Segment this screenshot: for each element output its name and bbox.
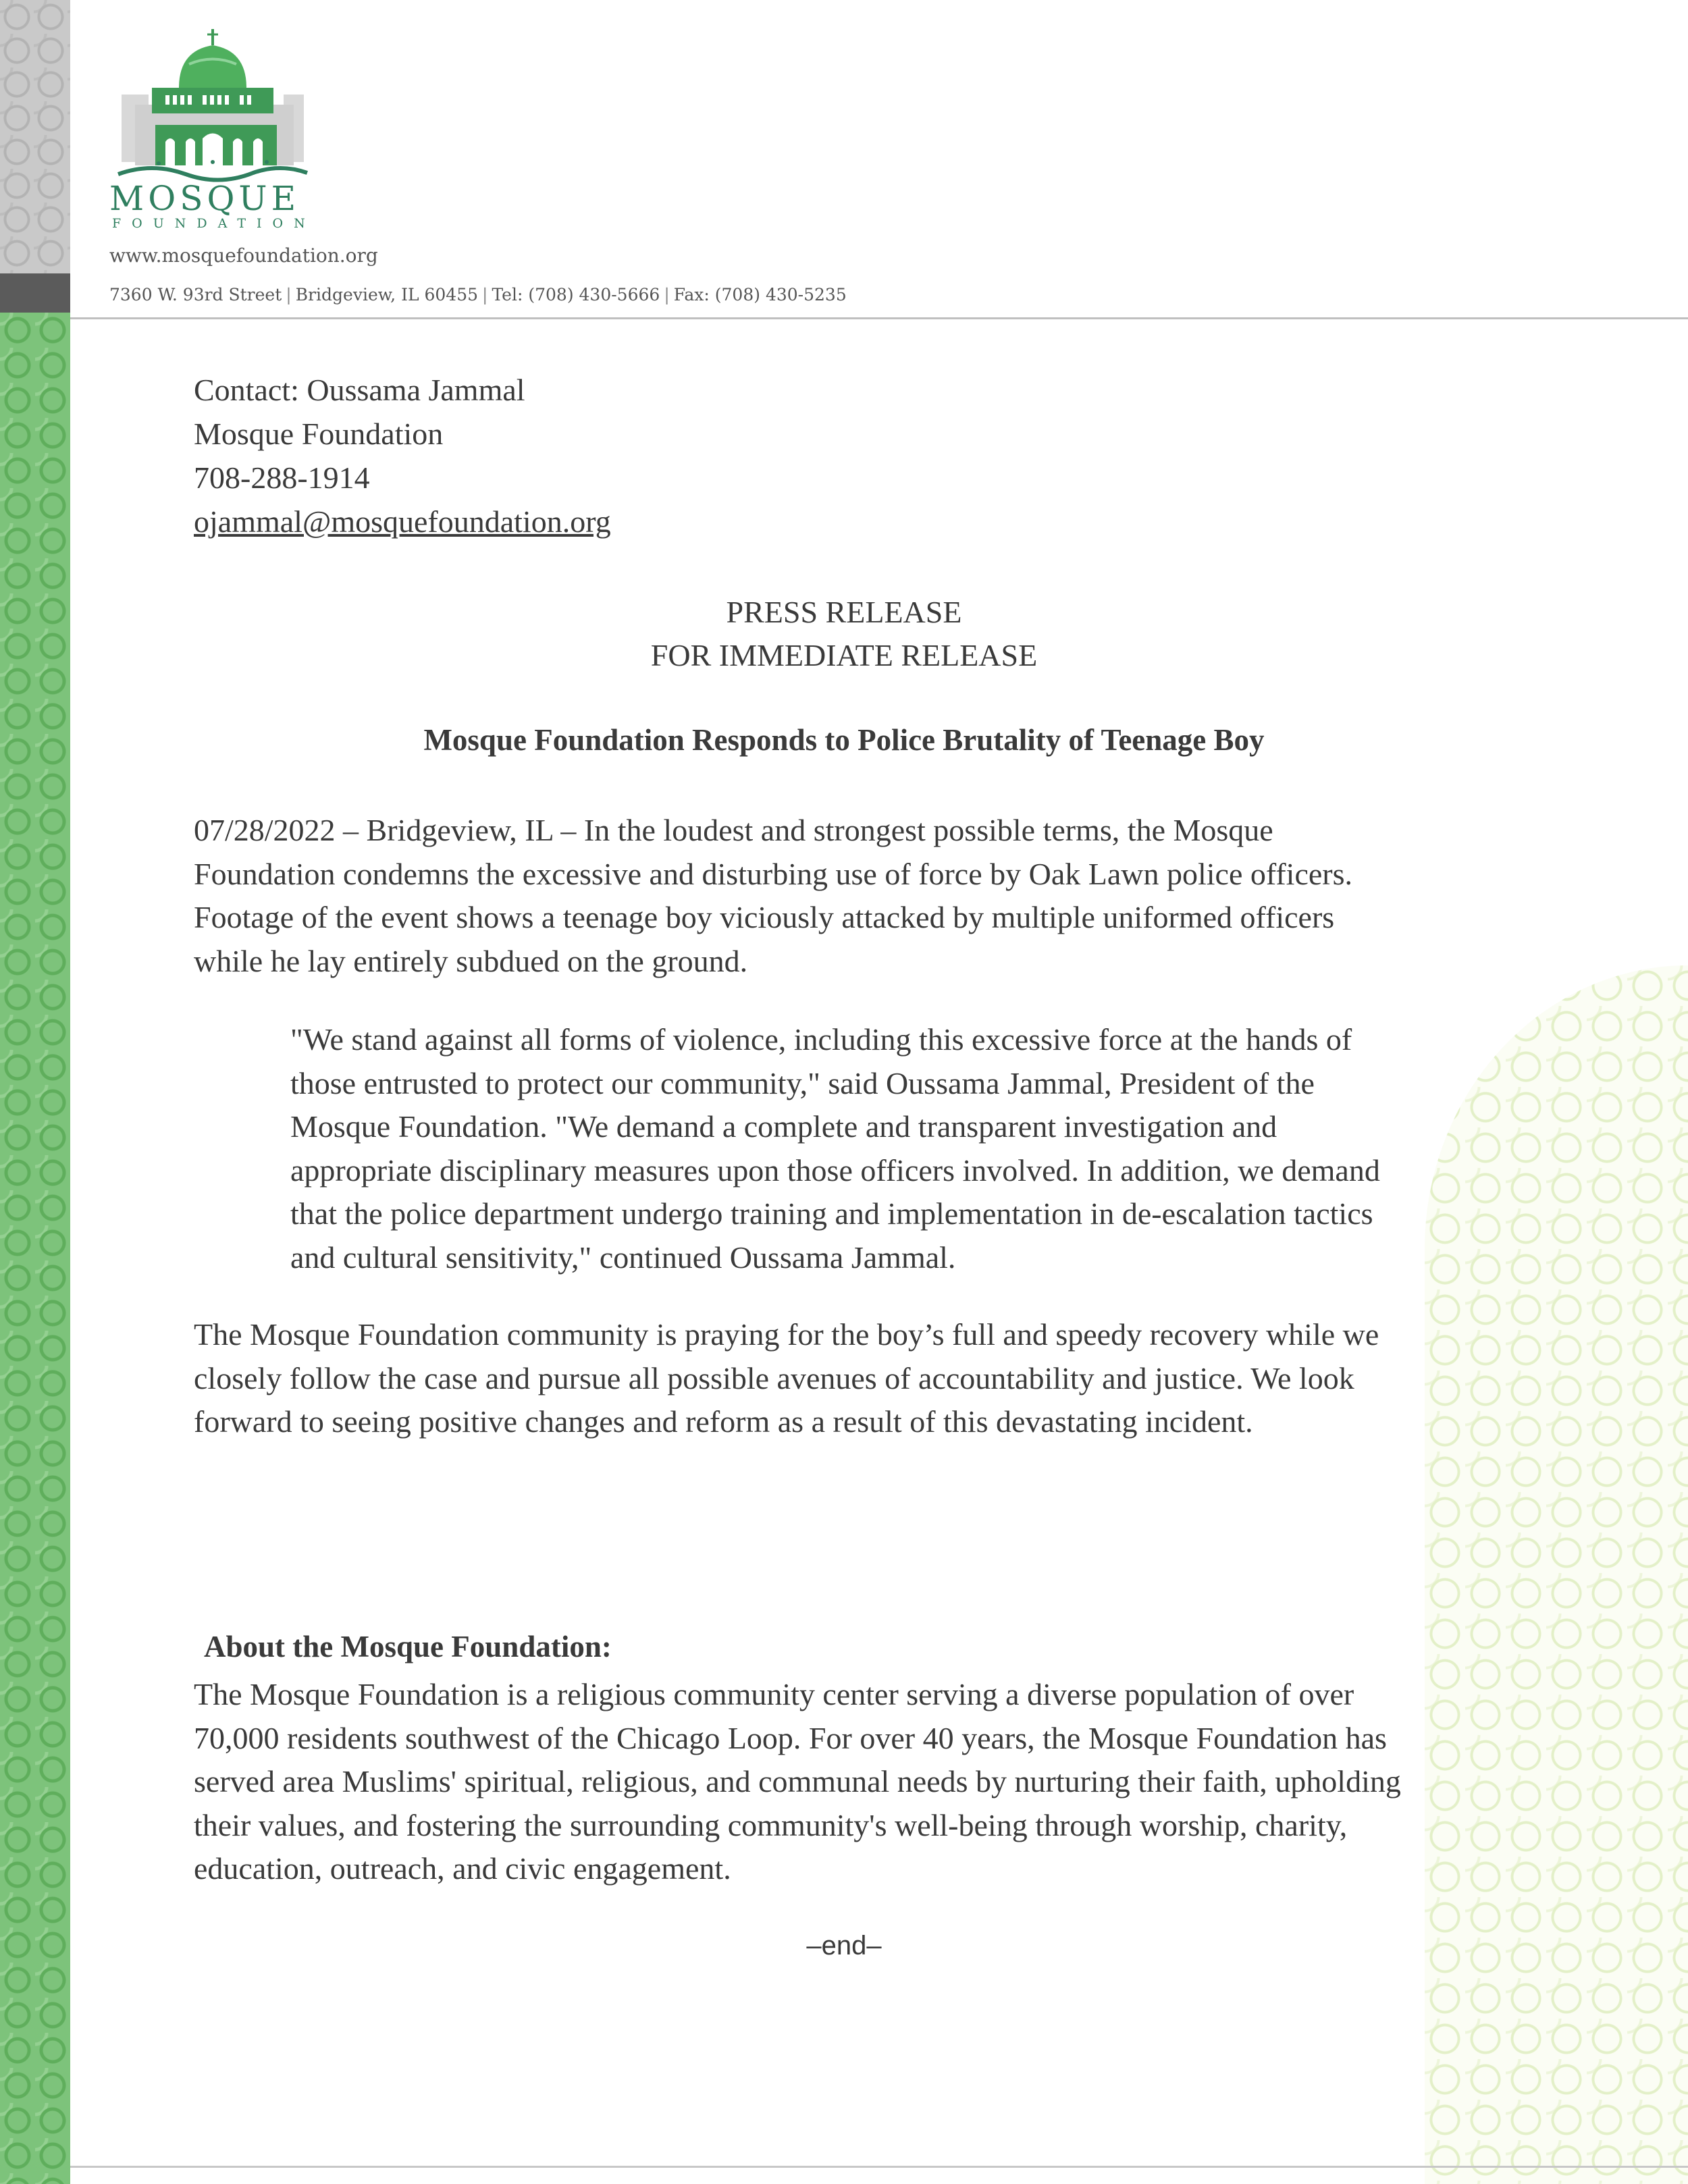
press-release-label: PRESS RELEASE (726, 595, 962, 629)
about-line: education, outreach, and civic engagement. (194, 1851, 731, 1886)
logo-arabic-text (111, 155, 314, 182)
header-divider (70, 317, 1688, 319)
headline: Mosque Foundation Responds to Police Brutality of Teenage Boy (423, 723, 1265, 757)
about-line: The Mosque Foundation is a religious community center serving a diverse population of over (194, 1677, 1354, 1711)
telephone: Tel: (708) 430-5666 (492, 285, 660, 304)
logo-subtitle: FOUNDATION (112, 216, 316, 231)
paragraph-line: 07/28/2022 – Bridgeview, IL – In the loudest and strongest possible terms, the Mosque (194, 813, 1273, 847)
quote-line: Mosque Foundation. "We demand a complete and transparent investigation and (290, 1109, 1277, 1144)
fax-number: Fax: (708) 430-5235 (673, 285, 847, 304)
contact-phone: 708-288-1914 (194, 460, 370, 495)
quote-block (290, 1018, 1380, 1279)
about-paragraph (194, 1673, 1401, 1891)
address-line: 7360 W. 93rd Street | Bridgeview, IL 60455 | Tel: (708) 430-5666 | Fax: (708) 430-5235 (109, 285, 847, 304)
paragraph-line: Foundation condemns the excessive and disturbing use of force by Oak Lawn police officers. (194, 856, 1353, 891)
paragraph-line: while he lay entirely subdued on the ground. (194, 943, 748, 978)
right-geometric-pattern (1425, 965, 1688, 2184)
contact-email-link[interactable]: ojammal@mosquefoundation.org (194, 504, 611, 539)
street-address: 7360 W. 93rd Street (109, 285, 282, 304)
quote-line: appropriate disciplinary measures upon those officers involved. In addition, we demand (290, 1152, 1380, 1188)
left-pattern-band-dark (0, 273, 70, 313)
immediate-release-label: FOR IMMEDIATE RELEASE (650, 638, 1038, 672)
about-line: 70,000 residents southwest of the Chicago Loop. For over 40 years, the Mosque Foundation has (194, 1720, 1387, 1755)
end-marker: –end– (806, 1931, 882, 1961)
about-heading: About the Mosque Foundation: (204, 1630, 612, 1663)
body-paragraph-2 (194, 1313, 1379, 1444)
website-link[interactable]: www.mosquefoundation.org (109, 244, 378, 267)
city-state-zip: Bridgeview, IL 60455 (295, 285, 479, 304)
quote-line: "We stand against all forms of violence, including this excessive force at the hands of (290, 1022, 1352, 1057)
logo-wordmark: MOSQUE (109, 179, 300, 218)
contact-block (194, 368, 611, 543)
contact-name: Contact: Oussama Jammal (194, 373, 525, 407)
quote-line: and cultural sensitivity," continued Oussama Jammal. (290, 1240, 956, 1275)
body-paragraph-1 (194, 809, 1352, 983)
paragraph-line: The Mosque Foundation community is praying for the boy’s full and speedy recovery while we (194, 1317, 1379, 1352)
quote-line: that the police department undergo training and implementation in de-escalation tactics (290, 1196, 1373, 1231)
bottom-divider (70, 2166, 1688, 2168)
paragraph-line: forward to seeing positive changes and reform as a result of this devastating incident. (194, 1404, 1253, 1439)
mosque-logo (108, 24, 311, 169)
contact-organization: Mosque Foundation (194, 417, 444, 451)
paragraph-line: Footage of the event shows a teenage boy viciously attacked by multiple uniformed officers (194, 900, 1335, 934)
paragraph-line: closely follow the case and pursue all possible avenues of accountability and justice. We look (194, 1360, 1354, 1395)
left-pattern-band-gray (0, 0, 70, 273)
about-line: served area Muslims' spiritual, religious, and communal needs by nurturing their faith, upholding (194, 1764, 1401, 1799)
about-line: their values, and fostering the surrounding community's well-being through worship, charity, (194, 1807, 1348, 1842)
quote-line: those entrusted to protect our community," said Oussama Jammal, President of the (290, 1065, 1315, 1100)
